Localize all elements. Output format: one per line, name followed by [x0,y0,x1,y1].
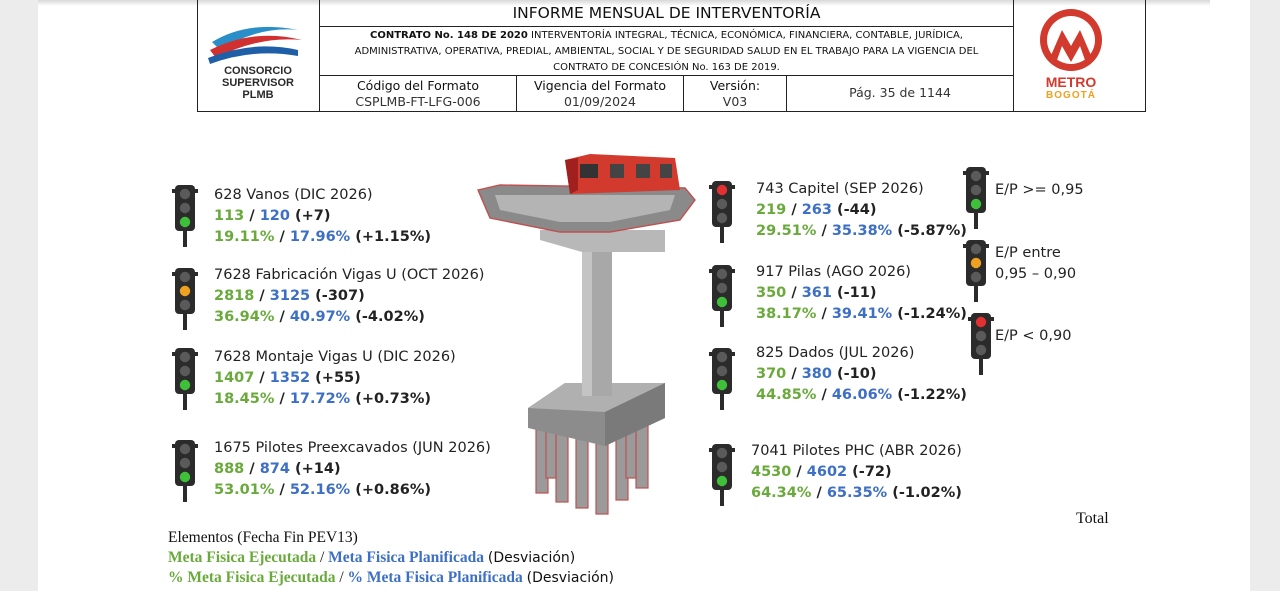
legend-light-label: E/P >= 0,95 [995,182,1084,198]
separator: / [274,482,290,498]
legend-executed: Meta Fisica Ejecutada [168,549,317,566]
planned-count: 263 [801,202,832,218]
planned-count: 120 [259,208,290,224]
traffic-light-green-icon [172,185,198,247]
logo-left-line3: PLMB [242,89,274,101]
element-counts [214,206,431,227]
element-block [751,441,962,504]
traffic-light-green-icon [172,440,198,502]
planned-percent: 17.96% [289,229,351,245]
contract-text: INTERVENTORÍA INTEGRAL, TÉCNICA, ECONÓMICA, FINANCIERA, CONTABLE, JURÍDICA, ADMINISTRATIVA, OPERATIVA, PREDIAL, AMBIENTAL, SOCIAL Y DE SEGURIDAD SALUD EN EL TRABAJO PARA LA VIGENCIA DEL CONTRATO DE CONCESIÓN No. 163 DE 2019. [354,30,979,73]
traffic-light-red-icon [968,313,994,375]
executed-percent: 29.51% [756,223,817,239]
deviation-count: (-307) [310,288,365,304]
separator: / [254,370,270,386]
deviation-count: (-10) [831,366,877,382]
element-percentages [214,227,431,248]
deviation-percent: (-4.02%) [350,309,425,325]
document-header-table [197,0,1146,112]
planned-count: 1352 [269,370,311,386]
element-percentages [214,307,484,328]
element-block [214,438,491,501]
separator: / [274,391,290,407]
planned-percent: 35.38% [831,223,893,239]
separator: / [816,387,832,403]
separator: / [791,464,807,480]
traffic-light-green-icon [709,265,735,327]
element-counts [214,459,491,480]
separator: / [816,223,832,239]
planned-count: 874 [259,461,290,477]
codigo-formato-cell [320,76,517,111]
planned-percent: 52.16% [289,482,351,498]
deviation-percent: (-1.02%) [887,485,962,501]
metro-logo-icon [1014,0,1144,110]
viaduct-structure-illustration [470,150,710,530]
traffic-light-amber-icon [963,240,989,302]
traffic-light-red-icon [709,181,735,243]
separator: / [786,366,802,382]
planned-count: 361 [801,285,832,301]
version-value: V03 [722,94,748,109]
planned-percent: 40.97% [289,309,351,325]
metro-bogota-logo [1013,0,1145,111]
executed-percent: 53.01% [214,482,275,498]
executed-percent: 64.34% [751,485,812,501]
element-percentages [751,483,962,504]
traffic-light-green-icon [709,444,735,506]
deviation-count: (-44) [831,202,877,218]
executed-count: 2818 [214,288,255,304]
deviation-percent: (-1.24%) [892,306,967,322]
legend-sep: / [319,549,325,566]
legend-pct-planned: % Meta Fisica Planificada [347,569,523,586]
deviation-percent: (-5.87%) [892,223,967,239]
planned-percent: 39.41% [831,306,893,322]
legend-light-label: E/P entre 0,95 – 0,90 [995,245,1077,282]
traffic-light-amber-icon [172,268,198,330]
element-counts [756,283,967,304]
logo-left-line1: CONSORCIO [224,65,292,77]
traffic-light-green-icon [963,167,989,229]
element-title: 917 Pilas (AGO 2026) [756,264,911,280]
executed-count: 113 [214,208,245,224]
element-counts [751,462,962,483]
logo-left-line2: SUPERVISOR [222,77,294,89]
executed-percent: 44.85% [756,387,817,403]
separator: / [274,309,290,325]
page-number: Pág. 35 de 1144 [849,85,951,100]
contract-description [320,27,1013,76]
consorcio-swoosh-icon [198,0,318,110]
element-percentages [214,389,456,410]
executed-count: 350 [756,285,787,301]
vigencia-value: 01/09/2024 [563,94,637,109]
separator: / [786,202,802,218]
planned-percent: 65.35% [826,485,888,501]
executed-percent: 18.45% [214,391,275,407]
deviation-percent: (-1.22%) [892,387,967,403]
element-counts [756,364,967,385]
separator: / [244,461,260,477]
total-label: Total [1076,510,1109,527]
element-percentages [756,221,967,242]
deviation-count: (+55) [310,370,361,386]
element-counts [214,286,484,307]
element-block [214,265,484,328]
legend-line-1: Elementos (Fecha Fin PEV13) [168,529,358,546]
separator: / [811,485,827,501]
element-block [756,262,967,325]
deviation-count: (+14) [289,461,341,477]
executed-count: 370 [756,366,787,382]
codigo-label: Código del Formato [356,78,480,93]
deviation-percent: (+0.86%) [350,482,431,498]
element-title: 7628 Fabricación Vigas U (OCT 2026) [214,267,485,283]
element-block [214,185,431,248]
element-block [756,179,967,242]
element-percentages [756,304,967,325]
legend-pct-deviation: (Desviación) [526,570,614,586]
element-title: 7628 Montaje Vigas U (DIC 2026) [214,349,456,365]
vigencia-formato-cell [517,76,684,111]
separator: / [274,229,290,245]
element-counts [214,368,456,389]
executed-percent: 19.11% [214,229,275,245]
planned-percent: 17.72% [289,391,351,407]
planned-count: 4602 [806,464,848,480]
executed-percent: 38.17% [756,306,817,322]
deviation-percent: (+0.73%) [350,391,431,407]
legend-deviation: (Desviación) [487,550,576,566]
separator: / [816,306,832,322]
vigencia-label: Vigencia del Formato [533,78,667,93]
executed-count: 4530 [751,464,792,480]
executed-percent: 36.94% [214,309,275,325]
element-title: 1675 Pilotes Preexcavados (JUN 2026) [214,440,491,456]
element-title: 7041 Pilotes PHC (ABR 2026) [751,443,962,459]
deviation-count: (-11) [831,285,877,301]
contract-number: CONTRATO No. 148 DE 2020 [370,30,528,41]
planned-count: 380 [801,366,832,382]
legend-line-3 [168,568,614,588]
deviation-percent: (+1.15%) [350,229,431,245]
consorcio-logo [198,0,320,111]
deviation-count: (+7) [289,208,331,224]
logo-right-bogota: BOGOTÁ [1046,90,1096,101]
planned-percent: 46.06% [831,387,893,403]
traffic-light-green-icon [172,348,198,410]
element-percentages [756,385,967,406]
legend-line-2 [168,548,575,568]
element-block [756,343,967,406]
separator: / [244,208,260,224]
executed-count: 1407 [214,370,255,386]
legend-sep: / [339,569,344,586]
version-label: Versión: [709,78,761,93]
version-cell [684,76,787,111]
element-title: 825 Dados (JUL 2026) [756,345,915,361]
separator: / [254,288,270,304]
planned-count: 3125 [269,288,311,304]
legend-pct-executed: % Meta Fisica Ejecutada [168,569,336,586]
logo-right-metro: METRO [1045,74,1097,90]
element-title: 628 Vanos (DIC 2026) [214,187,373,203]
executed-count: 219 [756,202,787,218]
legend-light-label: E/P < 0,90 [995,328,1072,344]
document-title: INFORME MENSUAL DE INTERVENTORÍA [320,0,1013,27]
legend-planned: Meta Fisica Planificada [328,549,484,566]
separator: / [786,285,802,301]
element-title: 743 Capitel (SEP 2026) [756,181,924,197]
element-block [214,347,456,410]
executed-count: 888 [214,461,245,477]
codigo-value: CSPLMB-FT-LFG-006 [355,94,481,109]
element-percentages [214,480,491,501]
traffic-light-green-icon [709,348,735,410]
element-counts [756,200,967,221]
deviation-count: (-72) [847,464,892,480]
